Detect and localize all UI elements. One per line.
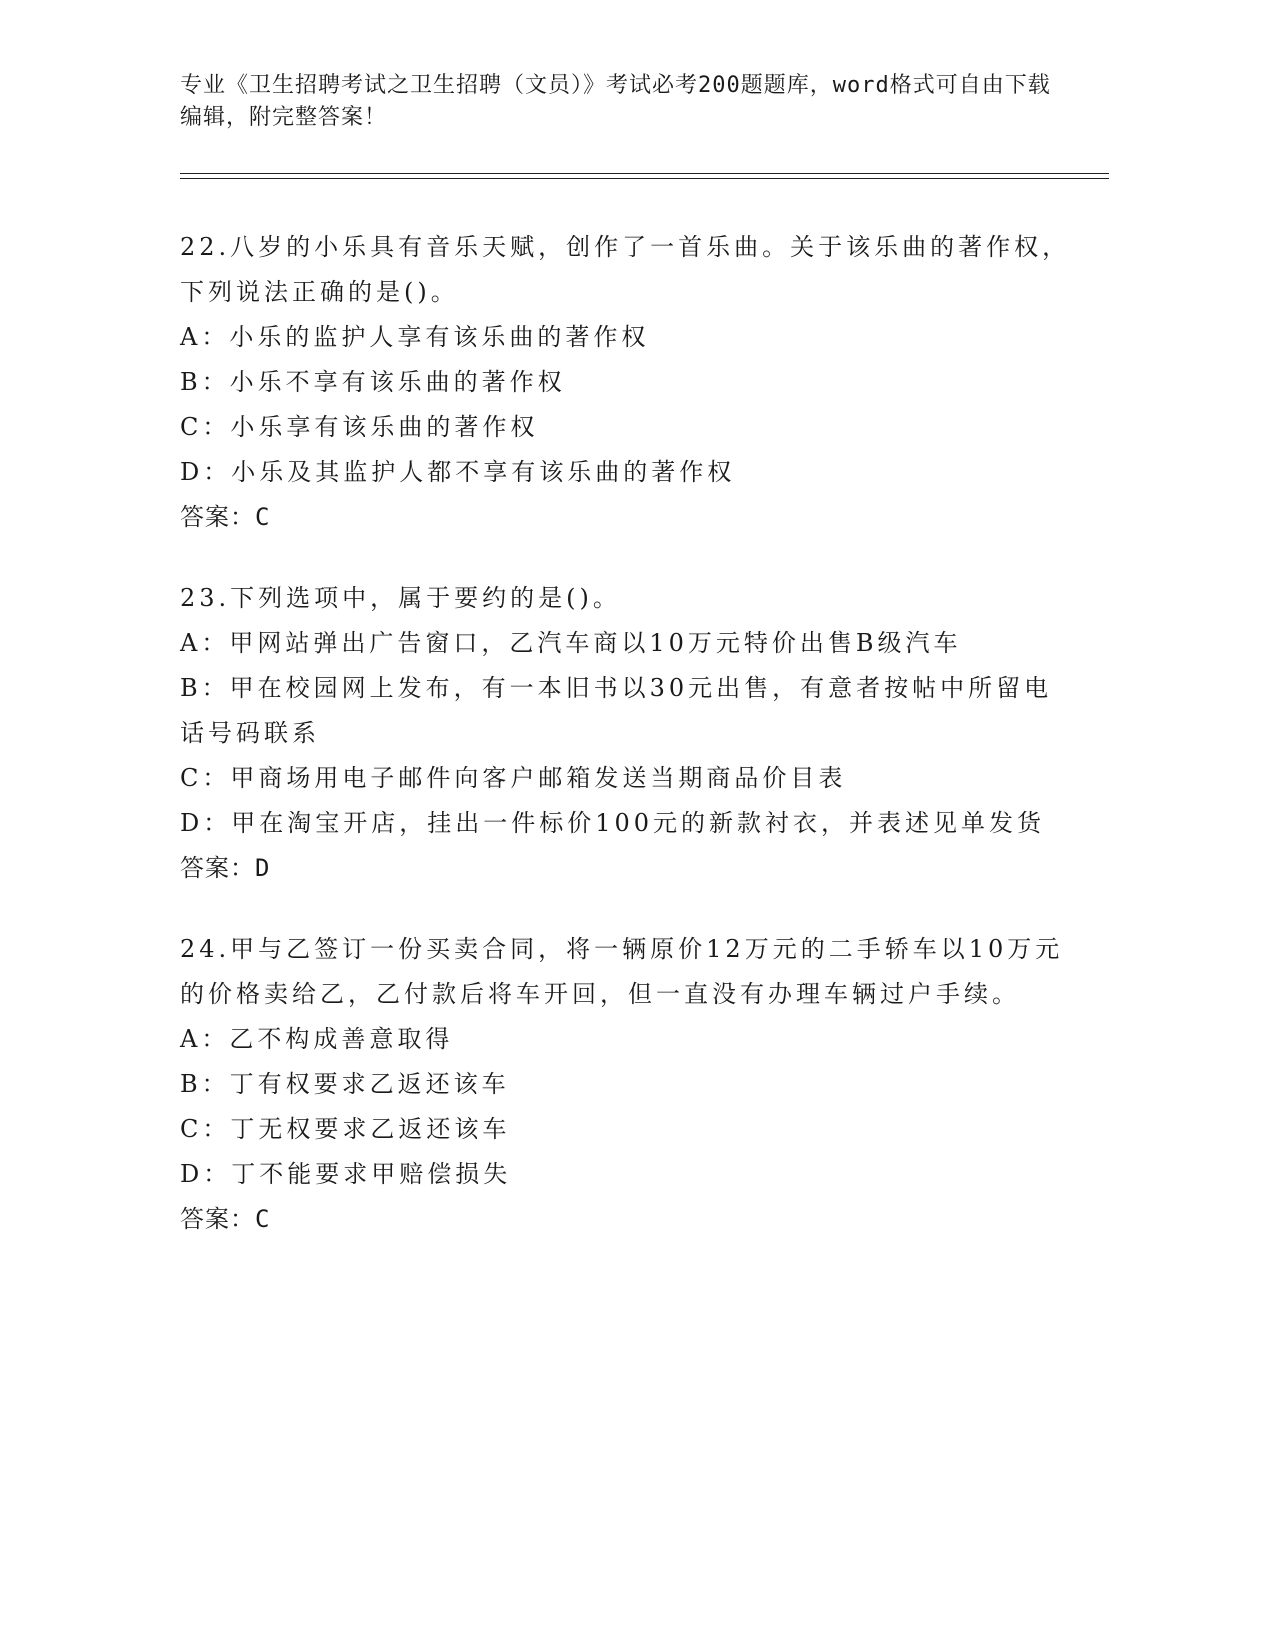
header-divider-bottom: [180, 178, 1109, 179]
option-a: A：甲网站弹出广告窗口，乙汽车商以10万元特价出售B级汽车: [180, 629, 962, 657]
option-d: D：小乐及其监护人都不享有该乐曲的著作权: [180, 458, 736, 486]
question-stem: 23.下列选项中，属于要约的是()。: [180, 584, 621, 612]
answer-label: 答案：: [180, 1205, 255, 1233]
option-c: C：丁无权要求乙返还该车: [180, 1115, 511, 1143]
document-header: 专业《卫生招聘考试之卫生招聘（文员）》考试必考200题题库，word格式可自由下载编辑，附完整答案！: [180, 73, 1051, 130]
option-b: B：丁有权要求乙返还该车: [180, 1070, 510, 1098]
question-list: [180, 225, 1080, 1278]
option-c: C：小乐享有该乐曲的著作权: [180, 413, 539, 441]
question-23: [180, 576, 1080, 891]
option-a: A：小乐的监护人享有该乐曲的著作权: [180, 323, 650, 351]
header-divider-top: [180, 173, 1109, 174]
answer-label: 答案：: [180, 503, 255, 531]
question-24: [180, 927, 1080, 1242]
option-d: D：甲在淘宝开店，挂出一件标价100元的新款衬衣，并表述见单发货: [180, 809, 1046, 837]
answer-label: 答案：: [180, 854, 255, 882]
option-a: A：乙不构成善意取得: [180, 1025, 454, 1053]
answer-value: C: [255, 1205, 271, 1233]
answer-value: D: [255, 854, 271, 882]
answer-line: [180, 846, 1080, 891]
option-b: B：小乐不享有该乐曲的著作权: [180, 368, 566, 396]
question-22: [180, 225, 1080, 540]
answer-value: C: [255, 503, 271, 531]
answer-line: [180, 1197, 1080, 1242]
option-d: D：丁不能要求甲赔偿损失: [180, 1160, 512, 1188]
answer-line: [180, 495, 1080, 540]
question-stem: 22.八岁的小乐具有音乐天赋，创作了一首乐曲。关于该乐曲的著作权，下列说法正确的是()。: [180, 233, 1071, 306]
option-c: C：甲商场用电子邮件向客户邮箱发送当期商品价目表: [180, 764, 847, 792]
option-b: B：甲在校园网上发布，有一本旧书以30元出售，有意者按帖中所留电话号码联系: [180, 674, 1053, 747]
question-stem: 24.甲与乙签订一份买卖合同，将一辆原价12万元的二手轿车以10万元的价格卖给乙，乙付款后将车开回，但一直没有办理车辆过户手续。: [180, 935, 1064, 1008]
